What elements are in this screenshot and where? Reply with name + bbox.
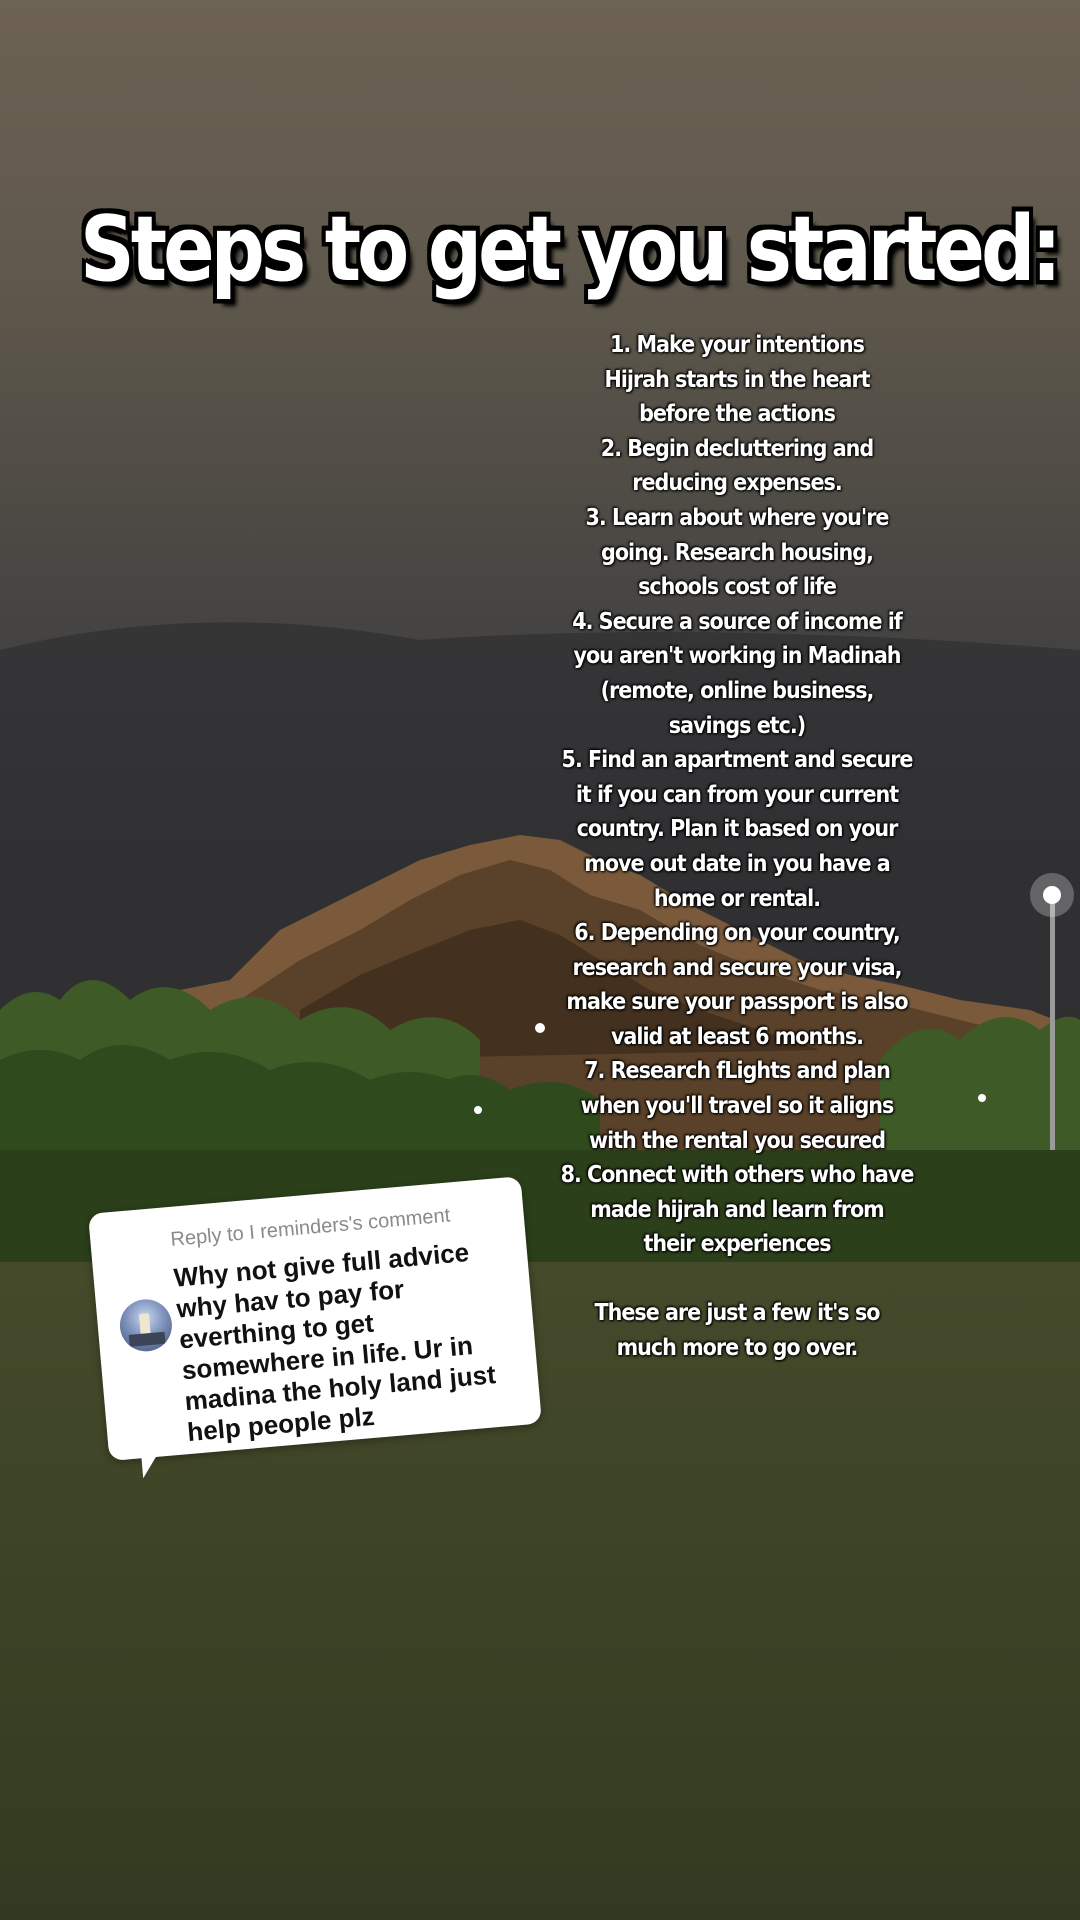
step-line: 4. Secure a source of income if bbox=[572, 608, 902, 635]
step-line: (remote, online business, bbox=[600, 677, 874, 704]
step-line: country. Plan it based on your bbox=[576, 816, 898, 843]
user-avatar-icon bbox=[118, 1297, 174, 1353]
spacer bbox=[528, 1262, 946, 1296]
step-line: 6. Depending on your country, bbox=[574, 920, 900, 947]
step-line: 2. Begin decluttering and bbox=[600, 435, 874, 462]
step-line: 5. Find an apartment and secure bbox=[561, 747, 913, 774]
reply-label: Reply to I reminders's comment bbox=[169, 1204, 452, 1251]
comment-text: Why not give full advice why hav to pay for everthing to get somewhere in life. Ur in madina the holy land just help people plz bbox=[172, 1237, 497, 1448]
step-line: made hijrah and learn from bbox=[590, 1196, 884, 1223]
closing-line: much more to go over. bbox=[616, 1334, 858, 1361]
step-line: 8. Connect with others who have bbox=[560, 1162, 914, 1189]
step-line: home or rental. bbox=[653, 885, 821, 912]
step-line: their experiences bbox=[643, 1231, 831, 1258]
steps-list bbox=[528, 328, 946, 1365]
step-line: going. Research housing, bbox=[601, 539, 873, 566]
closing-line: These are just a few it's so bbox=[594, 1300, 880, 1327]
reply-comment-sticker[interactable] bbox=[88, 1176, 542, 1461]
step-line: savings etc.) bbox=[668, 712, 806, 739]
step-line: valid at least 6 months. bbox=[610, 1023, 864, 1050]
step-line: Hijrah starts in the heart bbox=[604, 366, 870, 393]
speech-bubble-tail bbox=[140, 1440, 169, 1478]
page-title: Steps to get you started: bbox=[80, 196, 1058, 302]
step-line: with the rental you secured bbox=[588, 1127, 886, 1154]
step-line: when you'll travel so it aligns bbox=[580, 1093, 894, 1120]
step-line: it if you can from your current bbox=[575, 781, 899, 808]
step-line: 3. Learn about where you're bbox=[585, 504, 889, 531]
step-line: reducing expenses. bbox=[632, 470, 842, 497]
step-line: make sure your passport is also bbox=[566, 989, 908, 1016]
step-line: 7. Research fLights and plan bbox=[584, 1058, 890, 1085]
step-line: 1. Make your intentions bbox=[610, 332, 864, 358]
step-line: schools cost of life bbox=[638, 574, 836, 601]
step-line: before the actions bbox=[639, 401, 835, 428]
step-line: move out date in you have a bbox=[584, 850, 890, 877]
step-line: research and secure your visa, bbox=[572, 954, 902, 981]
step-line: you aren't working in Madinah bbox=[573, 643, 901, 670]
